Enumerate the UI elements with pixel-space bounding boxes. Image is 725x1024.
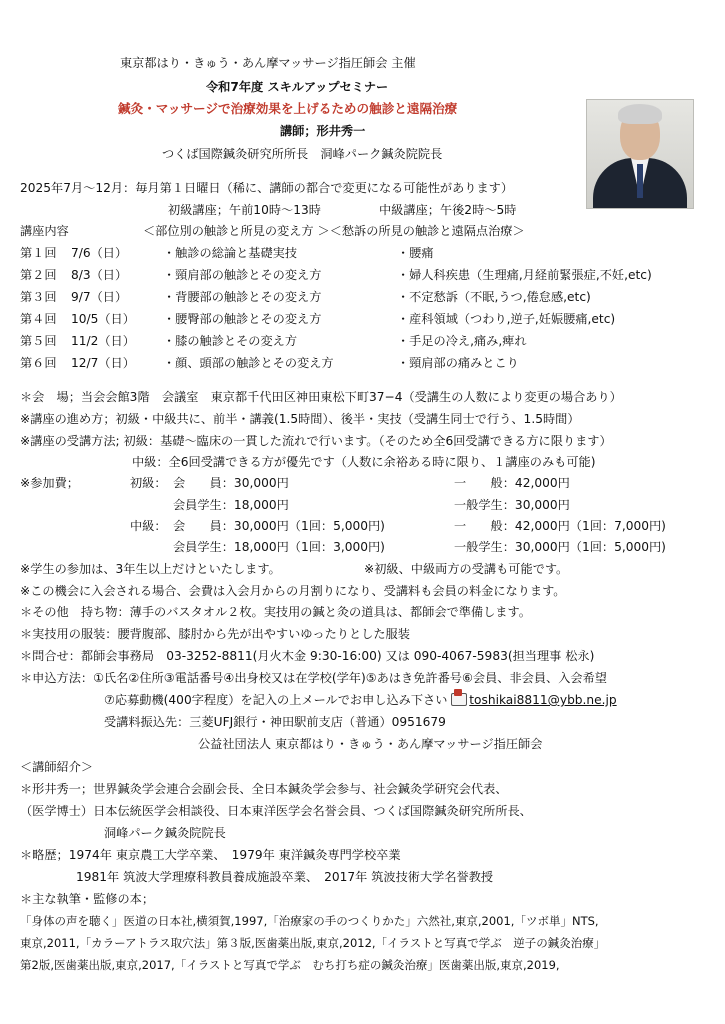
session-number: 第２回 (20, 268, 57, 282)
lecturer-affiliation: つくば国際鍼灸研究所所長 洞峰パーク鍼灸院院長 (162, 147, 443, 161)
session-advanced-topic: ・頸肩部の痛みとこり (397, 356, 519, 370)
intermediate-time: 中級講座；午後2時～5時 (379, 203, 517, 217)
fee-intermediate-member-student: 会員学生：18,000円（1回：3,000円) (173, 540, 385, 554)
works-line: 第2版,医歯薬出版,東京,2017,「イラストと写真で学ぶ むち打ち症の鍼灸治療」医歯薬出版,東京,2019, (20, 958, 560, 972)
membership-note: ※この機会に入会される場合、会費は入会月からの月割りになり、受講料も会員の料金になります。 (20, 584, 566, 598)
profile-line: ＊形井秀一；世界鍼灸学会連合会副会長、全日本鍼灸学会参与、社会鍼灸学研究会代表、 (20, 782, 508, 796)
content-label: 講座内容 (20, 224, 69, 238)
session-number: 第５回 (20, 334, 57, 348)
profile-heading: ＜講師紹介＞ (20, 760, 94, 774)
session-date: 8/3（日） (71, 268, 128, 282)
career-line: 1981年 筑波大学理療科教員養成施設卒業、 2017年 筑波技術大学名誉教授 (76, 870, 494, 884)
session-basic-topic: ・頸肩部の触診とその変え方 (163, 268, 322, 282)
both-courses-note: ※初級、中級両方の受講も可能です。 (364, 562, 569, 576)
application-instruction: ⑦応募動機(400字程度）を記入の上メールでお申し込み下さい (104, 693, 448, 707)
session-advanced-topic: ・不定愁訴（不眠,うつ,倦怠感,etc) (397, 290, 591, 304)
works-heading: ＊主な執筆・監修の本； (20, 892, 155, 906)
student-eligibility: ※学生の参加は、3年生以上だけといたします。 (20, 562, 281, 576)
session-advanced-topic: ・腰痛 (397, 246, 434, 260)
attendance-beginner: ※講座の受講方法; 初級：基礎〜臨床の一貫した流れで行います。（そのため全6回受講できる方に限ります） (20, 434, 612, 448)
works-line: 「身体の声を聴く」医道の日本社,横須賀,1997,「治療家の手のつくりかた」六然社,東京,2001,「ツボ単」NTS, (20, 914, 599, 928)
session-date: 10/5（日） (71, 312, 135, 326)
lecturer-name: 講師；形井秀一 (280, 124, 366, 138)
fee-beginner-member: 会 員：30,000円 (173, 476, 289, 490)
application-method: ＊申込方法：①氏名②住所③電話番号④出身校又は在学校(学年)⑤あはき免許番号⑥会員、非会員、入会希望 (20, 671, 607, 685)
fee-beginner-general: 一 般：42,000円 (454, 476, 570, 490)
clothing-note: ＊実技用の服装：腰背腹部、膝肘から先が出やすいゆったりとした服装 (20, 627, 410, 641)
session-date: 9/7（日） (71, 290, 128, 304)
content-description: ＜部位別の触診と所見の変え方 ＞＜愁訴の所見の触診と遠隔点治療＞ (143, 224, 525, 238)
fee-beginner-general-student: 一般学生：30,000円 (454, 498, 570, 512)
session-advanced-topic: ・手足の冷え,痛み,痺れ (397, 334, 527, 348)
beginner-time: 初級講座；午前10時～13時 (168, 203, 321, 217)
session-date: 7/6（日） (71, 246, 128, 260)
session-number: 第１回 (20, 246, 57, 260)
fee-intermediate-member: 会 員：30,000円（1回：5,000円) (173, 519, 385, 533)
profile-line: 洞峰パーク鍼灸院院長 (104, 826, 226, 840)
session-basic-topic: ・背腰部の触診とその変え方 (163, 290, 322, 304)
session-date: 11/2（日） (71, 334, 135, 348)
email-link[interactable]: toshikai8811@ybb.ne.jp (469, 693, 617, 707)
fee-label: ※参加費； (20, 476, 79, 490)
session-date: 12/7（日） (71, 356, 135, 370)
fee-intermediate-label: 中級： (130, 519, 167, 533)
fee-beginner-label: 初級： (130, 476, 167, 490)
venue: ＊会 場；当会会館3階 会議室 東京都千代田区神田東松下町37−4（受講生の人数により変更の場合あり） (20, 390, 622, 404)
session-advanced-topic: ・婦人科疾患（生理痛,月経前緊張症,不妊,etc) (397, 268, 652, 282)
bank-account: 受講料振込先：三菱UFJ銀行・神田駅前支店（普通）0951679 (104, 715, 446, 729)
contact-info: ＊問合せ：都師会事務局 03-3252-8811(月火木金 9:30-16:00) 又は 090-4067-5983(担当理事 松永) (20, 649, 595, 663)
items-to-bring: ＊その他 持ち物：薄手のバスタオル２枚。実技用の鍼と灸の道具は、都師会で準備します。 (20, 605, 531, 619)
fee-intermediate-general: 一 般：42,000円（1回：7,000円) (454, 519, 666, 533)
works-line: 東京,2011,「カラーアトラス取穴法」第３版,医歯薬出版,東京,2012,「イラストと写真で学ぶ 逆子の鍼灸治療」 (20, 936, 606, 950)
course-method: ※講座の進め方；初級・中級共に、前半・講義(1.5時間）、後半・実技（受講生同士で行う、1.5時間） (20, 412, 580, 426)
profile-line: （医学博士）日本伝統医学会相談役、日本東洋医学会名誉会員、つくば国際鍼灸研究所所長、 (20, 804, 532, 818)
session-number: 第３回 (20, 290, 57, 304)
session-advanced-topic: ・産科領域（つわり,逆子,妊娠腰痛,etc) (397, 312, 616, 326)
mail-icon (451, 693, 467, 706)
fee-beginner-member-student: 会員学生：18,000円 (173, 498, 289, 512)
organizer: 東京都はり・きゅう・あん摩マッサージ指圧師会 主催 (120, 56, 416, 70)
seminar-name: 令和7年度 スキルアップセミナー (206, 80, 389, 94)
session-number: 第４回 (20, 312, 57, 326)
career-line: ＊略歴；1974年 東京農工大学卒業、 1979年 東洋鍼灸専門学校卒業 (20, 848, 401, 862)
session-basic-topic: ・膝の触診とその変え方 (163, 334, 298, 348)
schedule-dates: 2025年7月～12月：毎月第１日曜日（稀に、講師の都合で変更になる可能性があります） (20, 181, 514, 195)
attendance-intermediate: 中級：全6回受講できる方が優先です（人数に余裕ある時に限り、１講座のみも可能) (132, 455, 596, 469)
application-method-cont (104, 691, 617, 708)
lecturer-photo (586, 99, 694, 209)
session-basic-topic: ・腰臀部の触診とその変え方 (163, 312, 322, 326)
bank-account-holder: 公益社団法人 東京都はり・きゅう・あん摩マッサージ指圧師会 (198, 737, 543, 751)
session-number: 第６回 (20, 356, 57, 370)
fee-intermediate-general-student: 一般学生：30,000円（1回：5,000円) (454, 540, 666, 554)
session-basic-topic: ・顔、頭部の触診とその変え方 (163, 356, 334, 370)
seminar-title: 鍼灸・マッサージで治療効果を上げるための触診と遠隔治療 (118, 101, 458, 116)
session-basic-topic: ・触診の総論と基礎実技 (163, 246, 298, 260)
